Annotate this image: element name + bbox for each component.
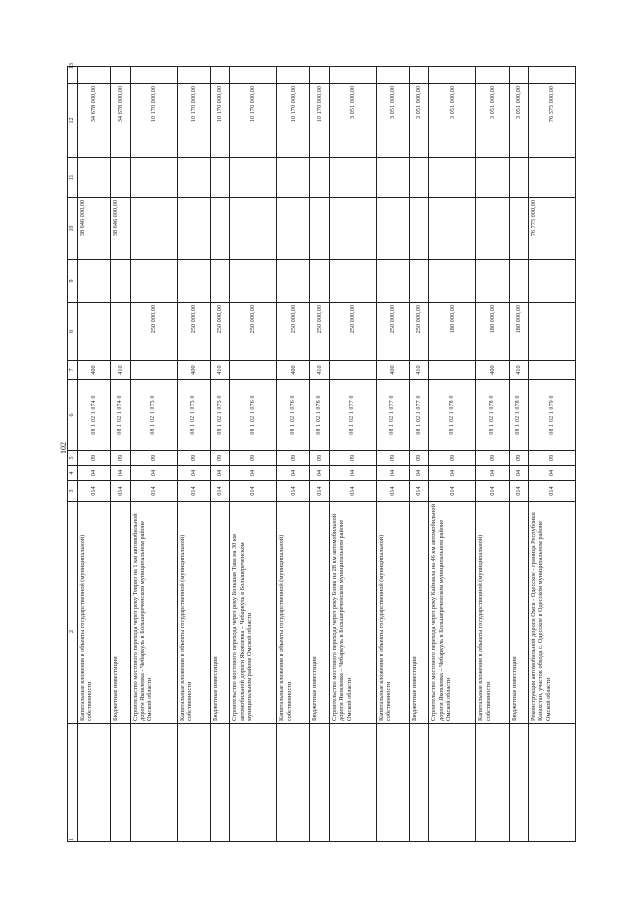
expense-type-cell [230, 361, 277, 380]
rotated-table-wrapper [67, 63, 576, 842]
item-name-cell: Реконструкция автомобильной дороги Омск - Одесское - граница Республики Казахстан, участок обхода с. Одесское в Одесском муниципальном районе Омской области [528, 502, 575, 724]
table-row [230, 67, 277, 842]
subsection-code-cell: 09 [111, 451, 130, 466]
amount-col11-cell [509, 158, 528, 198]
target-article-cell: 08 1 02 1 077 0 [376, 380, 409, 451]
column-header-3: 3 [68, 481, 78, 502]
item-name-cell: Строительство мостового перехода через реку Тевриз на 1 км автомобильной дороги Яковлевка - Чебаркуль в Большереченском муниципальном районе Омской области [130, 502, 177, 724]
row-number-cell [429, 724, 476, 842]
row-number-cell [78, 724, 111, 842]
amount-col12-cell: 10 170 000,00 [210, 84, 229, 158]
amount-col8-cell: 180 000,00 [509, 303, 528, 361]
ministry-code-cell: 014 [210, 481, 229, 502]
ministry-code-cell: 014 [130, 481, 177, 502]
subsection-code-cell: 09 [310, 451, 329, 466]
column-header-12: 12 [68, 84, 78, 158]
amount-col11-cell [329, 158, 376, 198]
amount-col8-cell: 250 000,00 [130, 303, 177, 361]
item-name-cell: Бюджетные инвестиции [210, 502, 229, 724]
table-row [277, 67, 310, 842]
expense-type-cell [429, 361, 476, 380]
amount-col9-cell [409, 260, 428, 303]
subsection-code-cell: 09 [528, 451, 575, 466]
target-article-cell: 08 1 02 1 077 0 [409, 380, 428, 451]
amount-col8-cell: 250 000,00 [376, 303, 409, 361]
subsection-code-cell: 09 [277, 451, 310, 466]
budget-table [67, 63, 576, 842]
amount-col8-cell: 180 000,00 [429, 303, 476, 361]
amount-col8-cell: 250 000,00 [409, 303, 428, 361]
expense-type-cell: 400 [376, 361, 409, 380]
expense-type-cell: 400 [78, 361, 111, 380]
item-name-cell: Капитальные вложения в объекты государственной (муниципальной) собственности [376, 502, 409, 724]
item-name-cell: Строительство мостового перехода через реку Бэзяк на 28 км автомобильной дороги Яковлевка – Чебаркуль в Большереченском муниципальном районе Омской области [329, 502, 376, 724]
amount-col13-cell [409, 67, 428, 84]
column-header-4: 4 [68, 466, 78, 481]
amount-col9-cell [230, 260, 277, 303]
amount-col8-cell: 250 000,00 [310, 303, 329, 361]
table-header-row [68, 67, 78, 842]
expense-type-cell: 410 [310, 361, 329, 380]
item-name-cell: Бюджетные инвестиции [310, 502, 329, 724]
row-number-cell [130, 724, 177, 842]
section-code-cell: 04 [329, 466, 376, 481]
target-article-cell: 08 1 02 1 074 0 [78, 380, 111, 451]
amount-col9-cell [329, 260, 376, 303]
amount-col13-cell [429, 67, 476, 84]
row-number-cell [111, 724, 130, 842]
amount-col13-cell [329, 67, 376, 84]
table-row [210, 67, 229, 842]
target-article-cell: 08 1 02 1 078 0 [429, 380, 476, 451]
subsection-code-cell: 09 [409, 451, 428, 466]
row-number-cell [210, 724, 229, 842]
amount-col11-cell [277, 158, 310, 198]
expense-type-cell: 400 [476, 361, 509, 380]
amount-col10-cell [329, 198, 376, 260]
expense-type-cell [329, 361, 376, 380]
amount-col11-cell [78, 158, 111, 198]
section-code-cell: 04 [509, 466, 528, 481]
amount-col9-cell [277, 260, 310, 303]
item-name-cell: Бюджетные инвестиции [409, 502, 428, 724]
column-header-8: 8 [68, 303, 78, 361]
subsection-code-cell: 09 [78, 451, 111, 466]
table-row [409, 67, 428, 842]
amount-col12-cell: 3 051 000,00 [429, 84, 476, 158]
subsection-code-cell: 09 [509, 451, 528, 466]
amount-col9-cell [78, 260, 111, 303]
section-code-cell: 04 [230, 466, 277, 481]
section-code-cell: 04 [528, 466, 575, 481]
subsection-code-cell: 09 [177, 451, 210, 466]
section-code-cell: 04 [376, 466, 409, 481]
ministry-code-cell: 014 [429, 481, 476, 502]
table-row [476, 67, 509, 842]
row-number-cell [376, 724, 409, 842]
subsection-code-cell: 09 [130, 451, 177, 466]
amount-col12-cell: 10 170 000,00 [177, 84, 210, 158]
amount-col11-cell [230, 158, 277, 198]
expense-type-cell [528, 361, 575, 380]
amount-col13-cell [210, 67, 229, 84]
expense-type-cell: 400 [277, 361, 310, 380]
section-code-cell: 04 [476, 466, 509, 481]
amount-col11-cell [210, 158, 229, 198]
target-article-cell: 08 1 02 1 075 0 [177, 380, 210, 451]
target-article-cell: 08 1 02 1 076 0 [310, 380, 329, 451]
amount-col8-cell [528, 303, 575, 361]
page-number: 102 [59, 442, 68, 454]
column-header-9: 9 [68, 260, 78, 303]
amount-col9-cell [476, 260, 509, 303]
amount-col12-cell: 10 170 000,00 [277, 84, 310, 158]
expense-type-cell [130, 361, 177, 380]
table-row [509, 67, 528, 842]
row-number-cell [329, 724, 376, 842]
target-article-cell: 08 1 02 1 079 0 [528, 380, 575, 451]
ministry-code-cell: 014 [329, 481, 376, 502]
amount-col13-cell [277, 67, 310, 84]
row-number-cell [230, 724, 277, 842]
amount-col11-cell [376, 158, 409, 198]
amount-col11-cell [528, 158, 575, 198]
row-number-cell [409, 724, 428, 842]
amount-col11-cell [429, 158, 476, 198]
section-code-cell: 04 [277, 466, 310, 481]
table-row [111, 67, 130, 842]
column-header-10: 10 [68, 198, 78, 260]
item-name-cell: Капитальные вложения в объекты государственной (муниципальной) собственности [78, 502, 111, 724]
amount-col8-cell: 250 000,00 [210, 303, 229, 361]
section-code-cell: 04 [210, 466, 229, 481]
table-row [528, 67, 575, 842]
amount-col10-cell [130, 198, 177, 260]
subsection-code-cell: 09 [376, 451, 409, 466]
section-code-cell: 04 [409, 466, 428, 481]
row-number-cell [310, 724, 329, 842]
column-header-11: 11 [68, 158, 78, 198]
ministry-code-cell: 014 [376, 481, 409, 502]
amount-col13-cell [376, 67, 409, 84]
section-code-cell: 04 [130, 466, 177, 481]
target-article-cell: 08 1 02 1 075 0 [210, 380, 229, 451]
amount-col10-cell: 38 646 000,00 [78, 198, 111, 260]
table-row [376, 67, 409, 842]
amount-col10-cell [409, 198, 428, 260]
ministry-code-cell: 014 [111, 481, 130, 502]
amount-col11-cell [111, 158, 130, 198]
section-code-cell: 04 [78, 466, 111, 481]
amount-col10-cell [277, 198, 310, 260]
table-row [329, 67, 376, 842]
ministry-code-cell: 014 [528, 481, 575, 502]
ministry-code-cell: 014 [509, 481, 528, 502]
amount-col8-cell: 180 000,00 [476, 303, 509, 361]
target-article-cell: 08 1 02 1 075 0 [130, 380, 177, 451]
row-number-cell [177, 724, 210, 842]
amount-col13-cell [528, 67, 575, 84]
amount-col10-cell [310, 198, 329, 260]
amount-col12-cell: 3 051 000,00 [409, 84, 428, 158]
item-name-cell: Бюджетные инвестиции [509, 502, 528, 724]
amount-col11-cell [409, 158, 428, 198]
amount-col12-cell: 76 375 000,00 [528, 84, 575, 158]
column-header-1: 1 [68, 724, 78, 842]
item-name-cell: Бюджетные инвестиции [111, 502, 130, 724]
amount-col13-cell [111, 67, 130, 84]
target-article-cell: 08 1 02 1 078 0 [509, 380, 528, 451]
table-row [130, 67, 177, 842]
row-number-cell [476, 724, 509, 842]
amount-col13-cell [78, 67, 111, 84]
ministry-code-cell: 014 [310, 481, 329, 502]
item-name-cell: Строительство мостового перехода через реку Большая Тава на 30 км автомобильной дороги Яковлевка – Чебаркуль в Большереченском муниципальном районе Омской области [230, 502, 277, 724]
amount-col9-cell [130, 260, 177, 303]
table-row [310, 67, 329, 842]
section-code-cell: 04 [111, 466, 130, 481]
amount-col13-cell [509, 67, 528, 84]
item-name-cell: Капитальные вложения в объекты государственной (муниципальной) собственности [277, 502, 310, 724]
row-number-cell [509, 724, 528, 842]
subsection-code-cell: 09 [329, 451, 376, 466]
amount-col12-cell: 10 170 000,00 [230, 84, 277, 158]
amount-col9-cell [177, 260, 210, 303]
ministry-code-cell: 014 [177, 481, 210, 502]
target-article-cell: 08 1 02 1 077 0 [329, 380, 376, 451]
expense-type-cell: 410 [509, 361, 528, 380]
amount-col12-cell: 3 051 000,00 [376, 84, 409, 158]
amount-col13-cell [476, 67, 509, 84]
subsection-code-cell: 09 [429, 451, 476, 466]
amount-col10-cell [509, 198, 528, 260]
amount-col13-cell [177, 67, 210, 84]
table-row [78, 67, 111, 842]
item-name-cell: Капитальные вложения в объекты государственной (муниципальной) собственности [177, 502, 210, 724]
table-row [429, 67, 476, 842]
amount-col10-cell [177, 198, 210, 260]
amount-col8-cell: 250 000,00 [329, 303, 376, 361]
target-article-cell: 08 1 02 1 074 0 [111, 380, 130, 451]
amount-col9-cell [210, 260, 229, 303]
amount-col12-cell: 10 170 000,00 [310, 84, 329, 158]
section-code-cell: 04 [429, 466, 476, 481]
amount-col10-cell: 38 646 000,00 [111, 198, 130, 260]
amount-col9-cell [509, 260, 528, 303]
amount-col9-cell [376, 260, 409, 303]
ministry-code-cell: 014 [409, 481, 428, 502]
column-header-2: 2 [68, 502, 78, 724]
item-name-cell: Капитальные вложения в объекты государственной (муниципальной) собственности [476, 502, 509, 724]
subsection-code-cell: 09 [210, 451, 229, 466]
amount-col8-cell [111, 303, 130, 361]
ministry-code-cell: 014 [78, 481, 111, 502]
amount-col10-cell [429, 198, 476, 260]
amount-col12-cell: 3 051 000,00 [329, 84, 376, 158]
amount-col10-cell [476, 198, 509, 260]
target-article-cell: 08 1 02 1 076 0 [277, 380, 310, 451]
section-code-cell: 04 [177, 466, 210, 481]
amount-col9-cell [429, 260, 476, 303]
amount-col13-cell [230, 67, 277, 84]
ministry-code-cell: 014 [230, 481, 277, 502]
amount-col9-cell [111, 260, 130, 303]
table-row [177, 67, 210, 842]
amount-col12-cell: 3 051 000,00 [476, 84, 509, 158]
subsection-code-cell: 09 [230, 451, 277, 466]
amount-col10-cell [376, 198, 409, 260]
row-number-cell [277, 724, 310, 842]
amount-col12-cell: 34 678 000,00 [111, 84, 130, 158]
column-header-13: 13 [68, 67, 78, 84]
amount-col8-cell: 250 000,00 [177, 303, 210, 361]
expense-type-cell: 400 [177, 361, 210, 380]
expense-type-cell: 410 [111, 361, 130, 380]
target-article-cell: 08 1 02 1 076 0 [230, 380, 277, 451]
amount-col13-cell [130, 67, 177, 84]
amount-col12-cell: 3 051 000,00 [509, 84, 528, 158]
amount-col8-cell: 250 000,00 [277, 303, 310, 361]
expense-type-cell: 410 [210, 361, 229, 380]
amount-col11-cell [476, 158, 509, 198]
column-header-6: 6 [68, 380, 78, 451]
section-code-cell: 04 [310, 466, 329, 481]
amount-col10-cell: 76 775 000,00 [528, 198, 575, 260]
amount-col13-cell [310, 67, 329, 84]
amount-col8-cell [78, 303, 111, 361]
amount-col11-cell [310, 158, 329, 198]
ministry-code-cell: 014 [476, 481, 509, 502]
item-name-cell: Строительство мостового перехода через реку Кайзакла на 46 км автомобильной дороги Яковлевка – Чебаркуль в Большереченском муниципальном районе Омской области [429, 502, 476, 724]
column-header-5: 5 [68, 451, 78, 466]
row-number-cell [528, 724, 575, 842]
amount-col11-cell [130, 158, 177, 198]
amount-col12-cell: 10 170 000,00 [130, 84, 177, 158]
amount-col11-cell [177, 158, 210, 198]
ministry-code-cell: 014 [277, 481, 310, 502]
amount-col10-cell [210, 198, 229, 260]
amount-col12-cell: 34 678 000,00 [78, 84, 111, 158]
subsection-code-cell: 09 [476, 451, 509, 466]
amount-col9-cell [310, 260, 329, 303]
amount-col9-cell [528, 260, 575, 303]
column-header-7: 7 [68, 361, 78, 380]
target-article-cell: 08 1 02 1 078 0 [476, 380, 509, 451]
expense-type-cell: 410 [409, 361, 428, 380]
amount-col10-cell [230, 198, 277, 260]
amount-col8-cell: 250 000,00 [230, 303, 277, 361]
